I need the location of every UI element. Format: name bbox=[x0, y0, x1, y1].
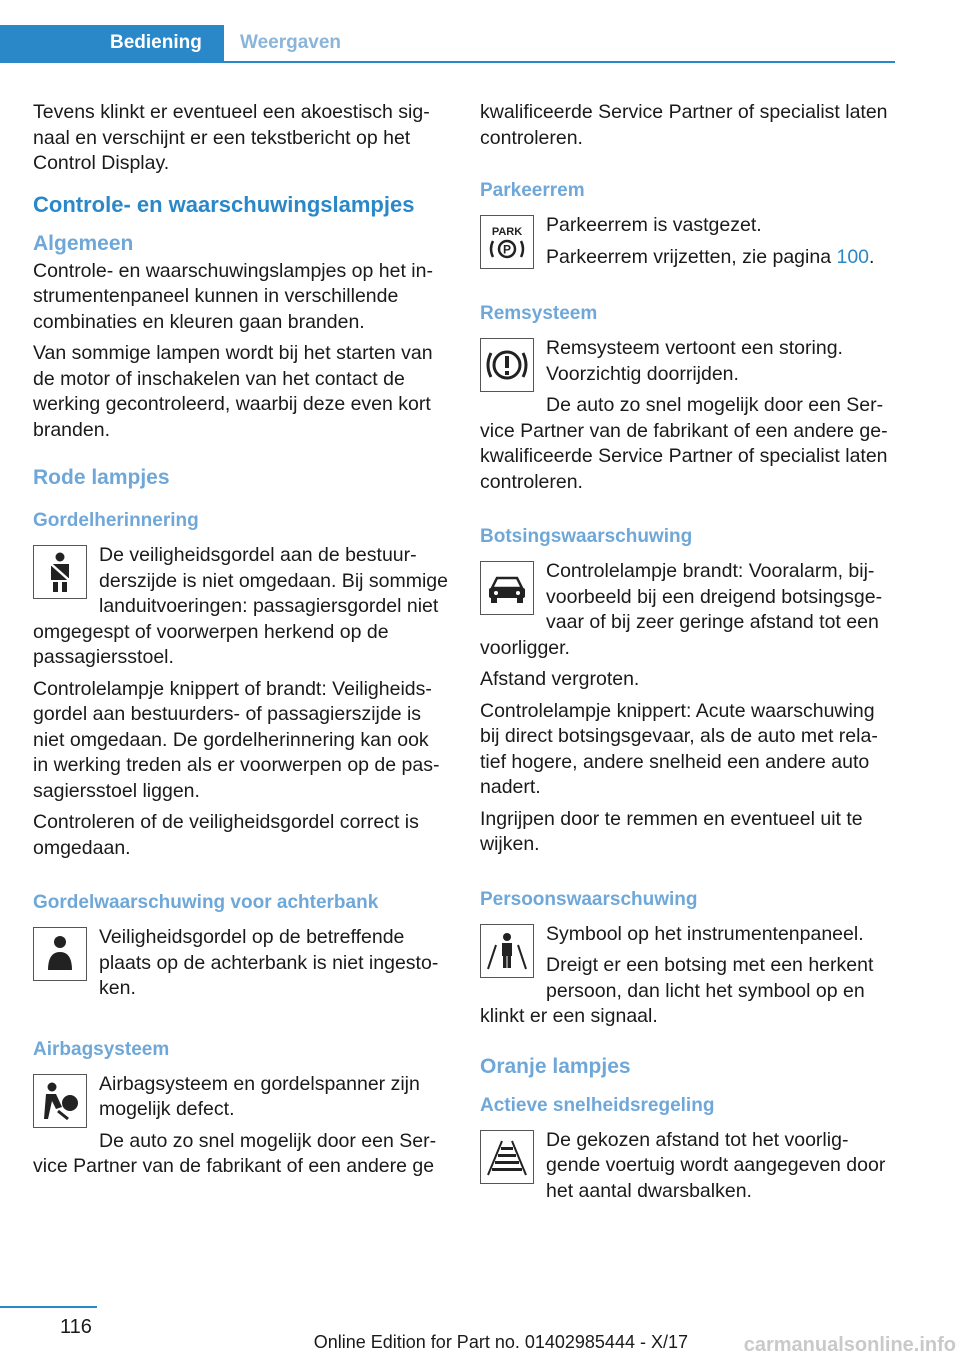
airbag-paragraph-1: Airbagsysteem en gordelspanner zijn mogelijk defect. bbox=[99, 1072, 420, 1120]
page-link-100[interactable]: 100 bbox=[836, 245, 870, 268]
remsysteem-heading: Remsysteem bbox=[480, 303, 598, 324]
right-column bbox=[480, 100, 895, 1210]
algemeen-paragraph-1: Controle- en waarschuwingslampjes op het instrumentenpaneel kunnen in verschillende combinaties en kleuren gaan branden. bbox=[33, 259, 433, 333]
airbag-item bbox=[33, 1072, 448, 1180]
left-column bbox=[33, 100, 448, 1186]
persoon-item bbox=[480, 922, 895, 1030]
parkeerrem-item bbox=[480, 213, 895, 270]
acc-heading: Actieve snelheidsregeling bbox=[480, 1094, 715, 1116]
gordel-paragraph-1: De veiligheidsgordel aan de bestuurderszijde is niet omgedaan. Bij sommige landuitvoeringen: passagiersgordel niet omgegespt of voorwerpen herkend op de passagiersstoel. bbox=[33, 544, 449, 668]
rear-seatbelt-icon bbox=[33, 927, 87, 981]
pers-paragraph-1: Symbool op het instrumentenpaneel. bbox=[546, 922, 864, 945]
achterbank-heading: Gordelwaarschuwing voor achterbank bbox=[33, 892, 379, 913]
gordel-paragraph-3: Controleren of de veiligheidsgordel correct is omgedaan. bbox=[33, 811, 419, 859]
edition-note: Online Edition for Part no. 01402985444 - X/17 bbox=[313, 1332, 688, 1352]
achterbank-item bbox=[33, 925, 448, 1002]
rem-paragraph-2: De auto zo snel mogelijk door een Service Partner van de fabrikant of een andere gekwalificeerde Service Partner of specialist laten controleren. bbox=[480, 394, 888, 493]
algemeen-heading: Algemeen bbox=[33, 231, 134, 255]
park-brake-icon bbox=[480, 215, 534, 269]
gordelherinnering-heading: Gordelherinnering bbox=[33, 510, 199, 531]
remsysteem-item bbox=[480, 336, 895, 495]
bots-paragraph-4: Ingrijpen door te remmen en eventueel uit te wijken. bbox=[480, 807, 863, 855]
collision-warning-icon bbox=[480, 561, 534, 615]
botsing-item bbox=[480, 559, 895, 661]
pedestrian-warning-icon bbox=[480, 924, 534, 978]
rem-paragraph-1: Remsysteem vertoont een storing. Voorzichtig doorrijden. bbox=[546, 337, 843, 385]
continued-paragraph: kwalificeerde Service Partner of specialist laten controleren. bbox=[480, 101, 888, 149]
bots-paragraph-2: Afstand vergroten. bbox=[480, 668, 640, 690]
bots-paragraph-1: Controlelampje brandt: Vooralarm, bijvoorbeeld bij een dreigend botsingsgevaar of bij zeer geringe afstand tot een voorligger. bbox=[480, 560, 883, 659]
watermark: carmanualsonline.info bbox=[743, 1334, 956, 1356]
section-title: Controle- en waarschuwingslampjes bbox=[33, 191, 415, 217]
botsing-heading: Botsingswaarschuwing bbox=[480, 526, 693, 547]
airbag-heading: Airbagsysteem bbox=[33, 1038, 170, 1060]
airbag-icon bbox=[33, 1074, 87, 1128]
park-paragraph-1: Parkeerrem is vastgezet. bbox=[546, 214, 762, 236]
brake-warning-icon bbox=[480, 338, 534, 392]
svg-text:P: P bbox=[502, 242, 512, 257]
tab-weergaven[interactable]: Weergaven bbox=[240, 32, 342, 53]
acc-paragraph-1: De gekozen afstand tot het voorliggende voertuig wordt aangegeven door het aantal dwarsbalken. bbox=[546, 1128, 886, 1202]
distance-control-icon bbox=[480, 1130, 534, 1184]
page-number: 116 bbox=[60, 1316, 92, 1338]
park-paragraph-2 bbox=[480, 242, 895, 271]
gordel-paragraph-2: Controlelampje knippert of brandt: Veiligheidsgordel aan bestuurders- of passagierszijde is niet omgedaan. De gordelherinnering kan ook in werking treden als er voorwerpen op de passagiersstoel liggen. bbox=[33, 677, 440, 802]
footer-rule bbox=[0, 1306, 97, 1308]
persoon-heading: Persoonswaarschuwing bbox=[480, 888, 698, 910]
gordelherinnering-item bbox=[33, 543, 448, 671]
bots-paragraph-3: Controlelampje knippert: Acute waarschuwing bij direct botsingsgevaar, als de auto met relatief hogere, andere snelheid een andere auto nadert. bbox=[480, 699, 878, 798]
achter-paragraph-1: Veiligheidsgordel op de betreffende plaats op de achterbank is niet ingestoken. bbox=[99, 926, 439, 999]
park-label: PARK bbox=[491, 226, 523, 238]
algemeen-paragraph-2: Van sommige lampen wordt bij het starten van de motor of inschakelen van het contact de werking gecontroleerd, waarbij deze even kort branden. bbox=[33, 342, 433, 441]
airbag-paragraph-2: De auto zo snel mogelijk door een Service Partner van de fabrikant of een andere ge bbox=[33, 1129, 437, 1177]
rode-lampjes-heading: Rode lampjes bbox=[33, 466, 170, 489]
park-text: Parkeerrem vrijzetten, zie pagina bbox=[546, 245, 837, 268]
park-text-end: . bbox=[869, 245, 875, 268]
acc-item bbox=[480, 1128, 895, 1205]
seatbelt-icon bbox=[33, 545, 87, 599]
tab-bediening[interactable]: Bediening bbox=[0, 25, 224, 61]
chapter-tabs bbox=[0, 25, 895, 63]
pers-paragraph-2: Dreigt er een botsing met een herkent persoon, dan licht het symbool op en klinkt er een signaal. bbox=[480, 954, 874, 1027]
oranje-lampjes-heading: Oranje lampjes bbox=[480, 1054, 631, 1078]
intro-paragraph: Tevens klinkt er eventueel een akoestisch signaal en verschijnt er een tekstbericht op het Control Display. bbox=[33, 101, 430, 174]
parkeerrem-heading: Parkeerrem bbox=[480, 180, 585, 201]
